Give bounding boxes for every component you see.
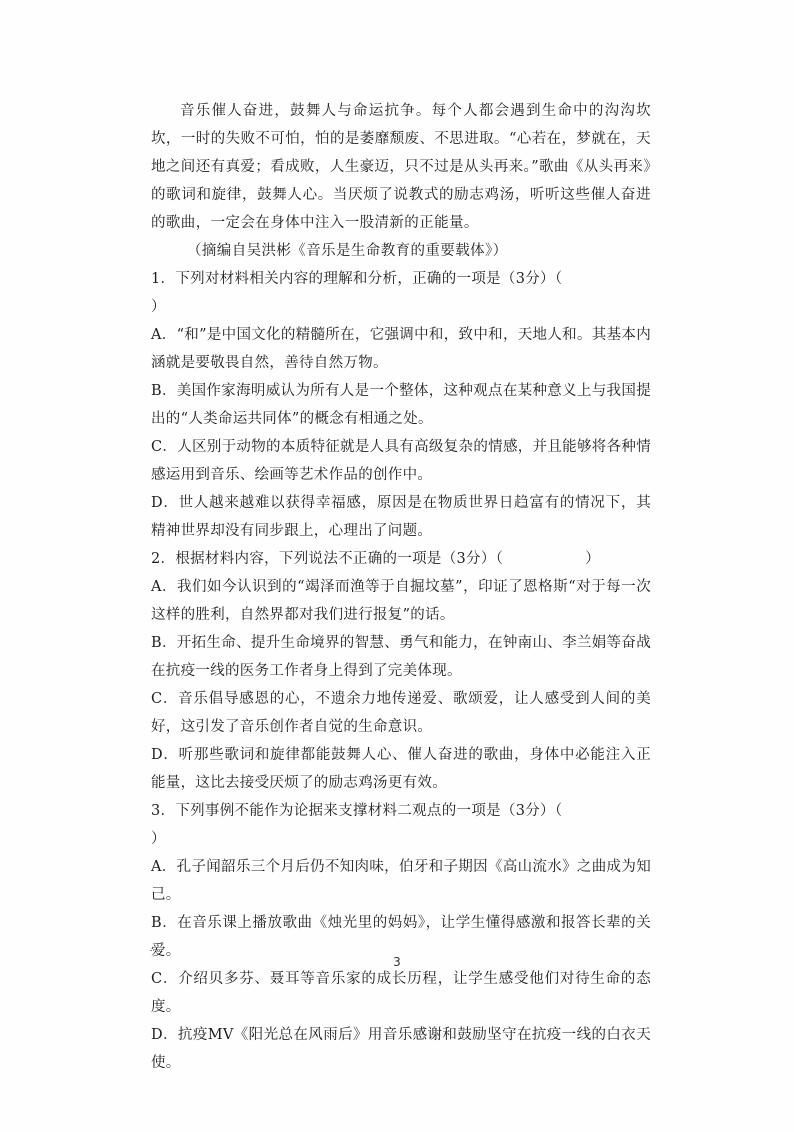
question-2-option-c: C．音乐倡导感恩的心，不遗余力地传递爱、歌颂爱，让人感受到人间的美好，这引发了音乐创作者自觉的生命意识。 [151,691,651,735]
question-3-option-a: A．孔子闻韶乐三个月后仍不知肉味，伯牙和子期因《高山流水》之曲成为知己。 [151,859,651,903]
question-2-stem-close: ） [585,551,601,567]
question-3-option-d: D．抗疫MV《阳光总在风雨后》用音乐感谢和鼓励坚守在抗疫一线的白衣天使。 [151,1027,651,1071]
passage-citation: （摘编自吴洪彬《音乐是生命教育的重要载体》） [187,243,508,259]
question-2-stem-text: 2．根据材料内容，下列说法不正确的一项是（3分）（ [151,551,504,567]
question-2-option-a: A．我们如今认识到的“竭泽而渔等于自掘坟墓”，印证了恩格斯“对于每一次这样的胜利，自然界都对我们进行报复”的话。 [151,579,651,623]
question-3-stem-text: 3．下列事例不能作为论据来支撑材料二观点的一项是（3分）（ [151,803,563,819]
question-1 [151,265,651,545]
scan-artifact [150,950,162,953]
question-2-stem [151,545,651,573]
question-1-option-a: A．“和”是中国文化的精髓所在，它强调中和，致中和，天地人和。其基本内涵就是要敬畏自然，善待自然万物。 [151,327,651,371]
passage-paragraph: 音乐催人奋进，鼓舞人与命运抗争。每个人都会遇到生命中的沟沟坎坎，一时的失败不可怕，怕的是萎靡颓废、不思进取。“心若在，梦就在，天地之间还有真爱；看成败，人生豪迈，只不过是从头再来。”歌曲《从头再来》的歌词和旋律，鼓舞人心。当厌烦了说教式的励志鸡汤，听听这些催人奋进的歌曲，一定会在身体中注入一股清新的正能量。 [151,103,651,231]
question-1-option-d: D．世人越来越难以获得幸福感，原因是在物质世界日趋富有的情况下，其精神世界却没有同步跟上，心理出了问题。 [151,495,651,539]
question-2-option-b: B．开拓生命、提升生命境界的智慧、勇气和能力，在钟南山、李兰娟等奋战在抗疫一线的医务工作者身上得到了完美体现。 [151,635,651,679]
question-1-option-b: B．美国作家海明威认为所有人是一个整体，这种观点在某种意义上与我国提出的“人类命运共同体”的概念有相通之处。 [151,383,651,427]
question-2-option-d: D．听那些歌词和旋律都能鼓舞人心、催人奋进的歌曲，身体中必能注入正能量，这比去接受厌烦了的励志鸡汤更有效。 [151,747,651,791]
page-number: 3 [393,955,401,969]
question-3 [151,797,651,1077]
question-1-stem-close: ） [151,299,166,315]
question-3-option-b: B．在音乐课上播放歌曲《烛光里的妈妈》，让学生懂得感激和报答长辈的关爱。 [151,915,651,959]
question-3-stem [151,797,651,853]
question-3-option-c: C．介绍贝多芬、聂耳等音乐家的成长历程，让学生感受他们对待生命的态度。 [151,971,651,1015]
question-3-stem-close: ） [151,831,166,847]
question-1-stem-text: 1．下列对材料相关内容的理解和分析，正确的一项是（3分）（ [151,271,563,287]
question-1-stem [151,265,651,321]
page-content [151,97,651,1077]
question-1-option-c: C．人区别于动物的本质特征就是人具有高级复杂的情感，并且能够将各种情感运用到音乐、绘画等艺术作品的创作中。 [151,439,651,483]
question-2 [151,545,651,797]
